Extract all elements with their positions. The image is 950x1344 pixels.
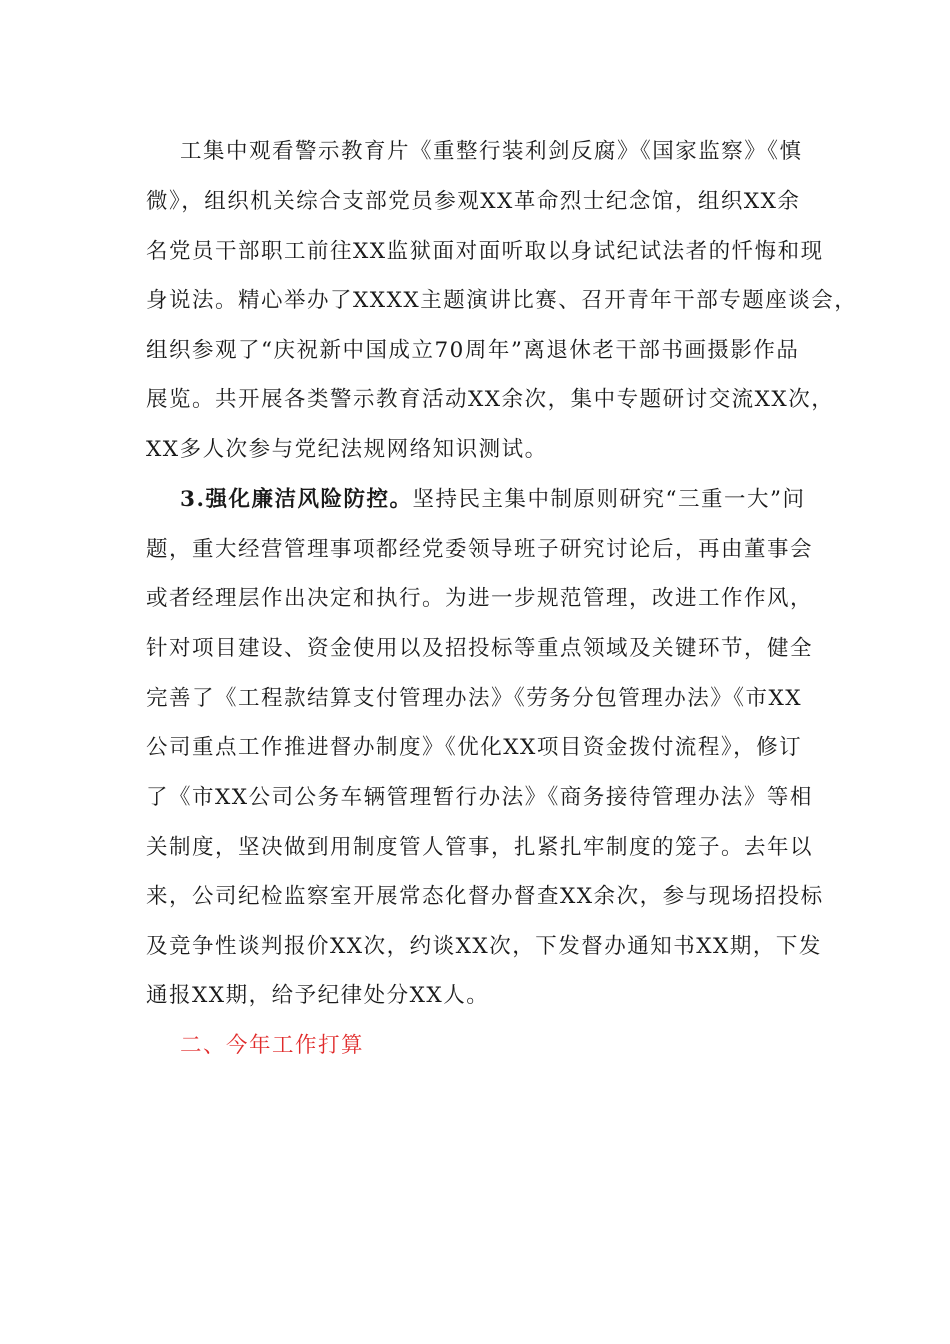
paragraph1-line-5: 组织参观了“庆祝新中国成立70周年”离退休老干部书画摄影作品 <box>146 338 800 363</box>
paragraph2-line-9: 来，公司纪检监察室开展常态化督办督查XX余次，参与现场招投标 <box>146 884 824 909</box>
paragraph1-line-7: XX多人次参与党纪法规网络知识测试。 <box>146 437 548 462</box>
paragraph2-line-10: 及竞争性谈判报价XX次，约谈XX次，下发督办通知书XX期，下发 <box>146 934 822 959</box>
paragraph1-line-3: 名党员干部职工前往XX监狱面对面听取以身试纪试法者的忏悔和现 <box>146 239 824 264</box>
paragraph2-line-7: 了《市XX公司公务车辆管理暂行办法》《商务接待管理办法》等相 <box>146 785 813 810</box>
paragraph2-line-2: 题，重大经营管理事项都经党委领导班子研究讨论后，再由董事会 <box>146 537 814 562</box>
paragraph1-line-1: 工集中观看警示教育片《重整行装利剑反腐》《国家监察》《慎 <box>180 139 803 164</box>
paragraph2-first-line <box>180 485 805 515</box>
paragraph1-line-4: 身说法。精心举办了XXXX主题演讲比赛、召开青年干部专题座谈会， <box>146 288 858 313</box>
paragraph2-line-4: 针对项目建设、资金使用以及招投标等重点领域及关键环节，健全 <box>146 636 814 661</box>
paragraph2-line-6: 公司重点工作推进督办制度》《优化XX项目资金拨付流程》，修订 <box>146 735 803 760</box>
paragraph1-line-2: 微》，组织机关综合支部党员参观XX革命烈士纪念馆，组织XX余 <box>146 189 801 214</box>
paragraph1-line-6: 展览。共开展各类警示教育活动XX余次，集中专题研讨交流XX次， <box>146 387 835 412</box>
paragraph2-line-8: 关制度，坚决做到用制度管人管事，扎紧扎牢制度的笼子。去年以 <box>146 835 814 860</box>
paragraph2-line-11: 通报XX期，给予纪律处分XX人。 <box>146 983 490 1008</box>
paragraph2-line-5: 完善了《工程款结算支付管理办法》《劳务分包管理办法》《市XX <box>146 686 803 711</box>
paragraph2-lead-heading: 3.强化廉洁风险防控。 <box>180 487 413 512</box>
section-heading: 二、今年工作打算 <box>180 1033 365 1058</box>
paragraph2-first-line-text: 坚持民主集中制原则研究“三重一大”问 <box>412 487 806 512</box>
paragraph2-line-3: 或者经理层作出决定和执行。为进一步规范管理，改进工作作风， <box>146 586 814 611</box>
